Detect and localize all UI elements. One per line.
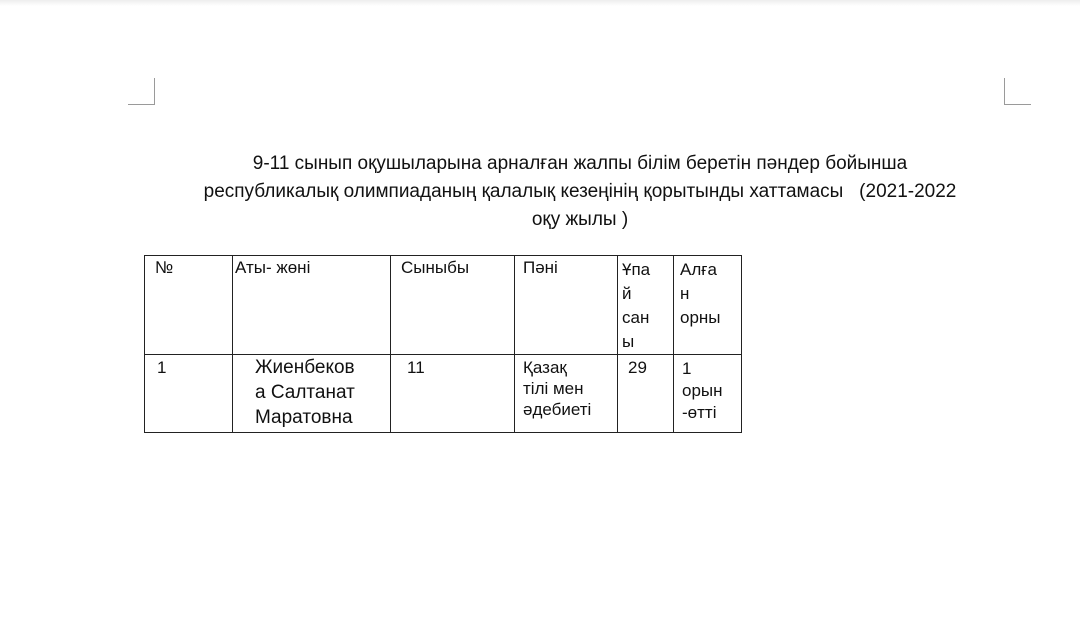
header-place-part: н [680, 284, 690, 303]
place-line: -өтті [682, 403, 717, 422]
header-class: Сыныбы [391, 256, 515, 355]
title-line-1: 9-11 сынып оқушыларына арналған жалпы білім беретін пәндер бойынша [252, 153, 908, 174]
header-subject: Пәні [515, 256, 618, 355]
cell-number: 1 [145, 355, 233, 433]
header-place-part: Алға [680, 260, 717, 279]
table-header-row [145, 256, 742, 355]
header-full-name: Аты- жөні [233, 256, 391, 355]
document-title [140, 150, 1020, 234]
table-row [145, 355, 742, 433]
cell-place [674, 355, 742, 433]
title-line-3: оқу жылы ) [531, 209, 629, 230]
subject-line: әдебиеті [523, 400, 592, 419]
cell-points: 29 [618, 355, 674, 433]
header-points-part: Ұпа [622, 260, 651, 279]
header-points-part: сан [622, 308, 650, 327]
cell-full-name [233, 355, 391, 433]
header-place-part: орны [680, 308, 721, 327]
place-line: 1 [682, 359, 692, 378]
name-line: Жиенбеков [255, 357, 355, 378]
title-line-2: республикалық олимпиаданың қалалық кезеңінің қорытынды хаттамасы (2021-2022 [203, 181, 957, 202]
header-points-part: й [622, 284, 632, 303]
results-table [144, 255, 742, 433]
header-number: № [145, 256, 233, 355]
margin-corner-mark-right [1004, 78, 1031, 105]
subject-line: Қазақ [523, 358, 567, 377]
place-line: орын [682, 381, 723, 400]
header-place [674, 256, 742, 355]
page-top-edge [0, 0, 1080, 6]
name-line: Маратовна [255, 407, 353, 428]
header-points [618, 256, 674, 355]
header-points-part: ы [622, 332, 635, 351]
margin-corner-mark-left [128, 78, 155, 105]
subject-line: тілі мен [523, 379, 584, 398]
cell-subject [515, 355, 618, 433]
cell-class: 11 [391, 355, 515, 433]
name-line: а Салтанат [255, 382, 355, 403]
